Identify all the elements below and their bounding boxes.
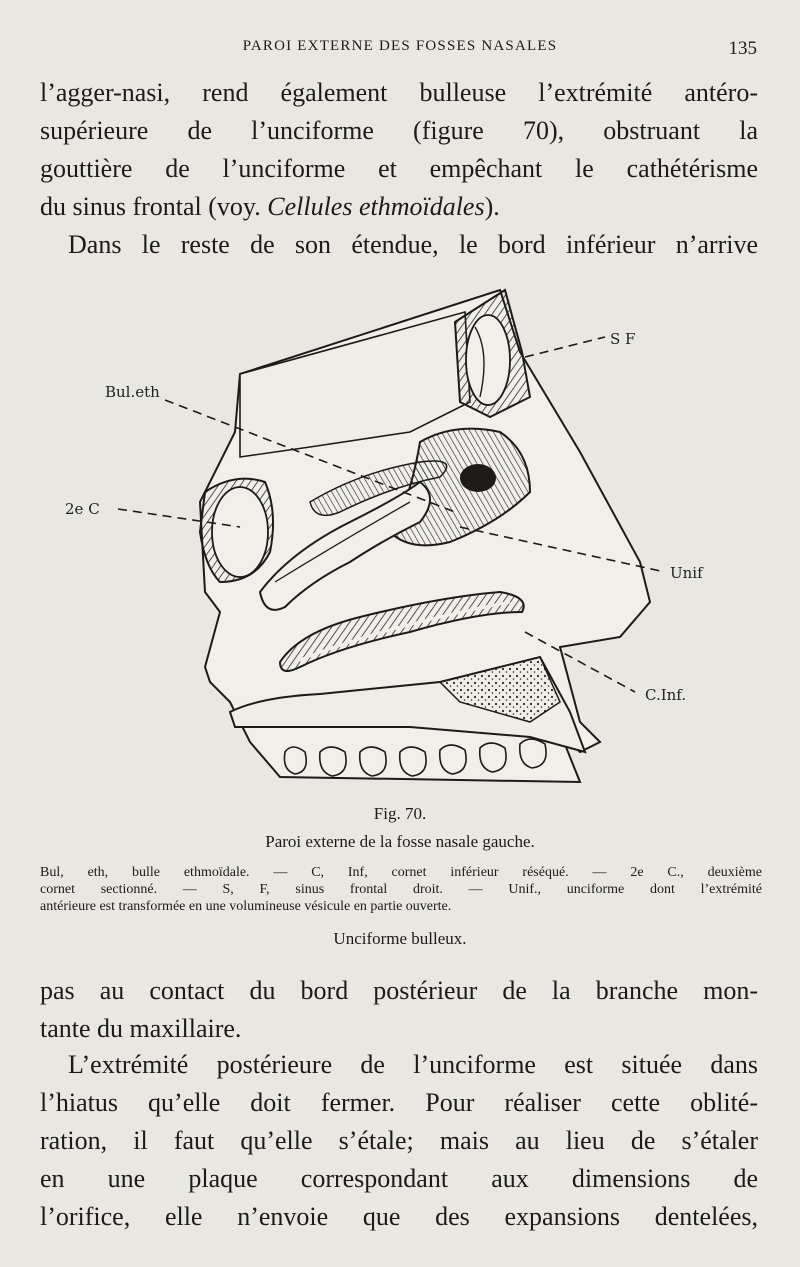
text-line: tante du maxillaire. bbox=[40, 1014, 242, 1043]
text-line: Dans le reste de son étendue, le bord inférieur n’arrive bbox=[68, 230, 758, 259]
text-line: l’hiatus qu’elle doit fermer. Pour réaliser cette oblité- bbox=[40, 1088, 758, 1117]
legend-line: antérieure est transformée en une volumineuse vésicule en partie ouverte. bbox=[40, 899, 452, 914]
label-bul-eth: Bul.eth bbox=[105, 383, 160, 401]
legend-line: Bul, eth, bulle ethmoïdale. — C, Inf, cornet inférieur réséqué. — 2e C., deuxième bbox=[40, 865, 762, 880]
anatomical-figure bbox=[60, 282, 760, 792]
final-paragraph bbox=[40, 1046, 758, 1236]
nasal-wall-illustration bbox=[60, 282, 760, 792]
figure-number: Fig. 70. bbox=[373, 804, 427, 823]
text-line: ration, il faut qu’elle s’étale; mais au lieu de s’étaler bbox=[40, 1126, 758, 1155]
italic-ref: Cellules ethmoïdales bbox=[267, 192, 485, 221]
page-number: 135 bbox=[728, 38, 757, 59]
legend-line: cornet sectionné. — S, F, sinus frontal droit. — Unif., unciforme dont l’extrémité bbox=[40, 882, 762, 897]
second-paragraph bbox=[40, 226, 758, 264]
text-line: gouttière de l’unciforme et empêchant le cathétérisme bbox=[40, 154, 758, 183]
text-line: pas au contact du bord postérieur de la branche mon- bbox=[40, 976, 758, 1005]
figure-subtitle: Unciforme bulleux. bbox=[333, 929, 467, 948]
figure-legend bbox=[40, 864, 762, 915]
bottom-paragraph bbox=[40, 972, 758, 1048]
text-line: supérieure de l’unciforme (figure 70), obstruant la bbox=[40, 116, 758, 145]
top-paragraph bbox=[40, 74, 758, 226]
text-line: l’orifice, elle n’envoie que des expansions dentelées, bbox=[40, 1202, 758, 1231]
text-line-last: du sinus frontal (voy. Cellules ethmoïdales). bbox=[40, 192, 500, 221]
label-unif: Unif bbox=[670, 564, 703, 582]
text-line: l’agger-nasi, rend également bulleuse l’extrémité antéro- bbox=[40, 78, 758, 107]
label-second-cornet: 2e C bbox=[65, 500, 100, 518]
label-c-inf: C.Inf. bbox=[645, 686, 687, 704]
text-line: en une plaque correspondant aux dimensions de bbox=[40, 1164, 758, 1193]
running-title: PAROI EXTERNE DES FOSSES NASALES bbox=[242, 38, 558, 54]
running-head bbox=[0, 36, 800, 58]
text-line: L’extrémité postérieure de l’unciforme est située dans bbox=[68, 1050, 758, 1079]
figure-caption: Paroi externe de la fosse nasale gauche. bbox=[265, 832, 535, 851]
label-sf: S F bbox=[610, 330, 636, 348]
